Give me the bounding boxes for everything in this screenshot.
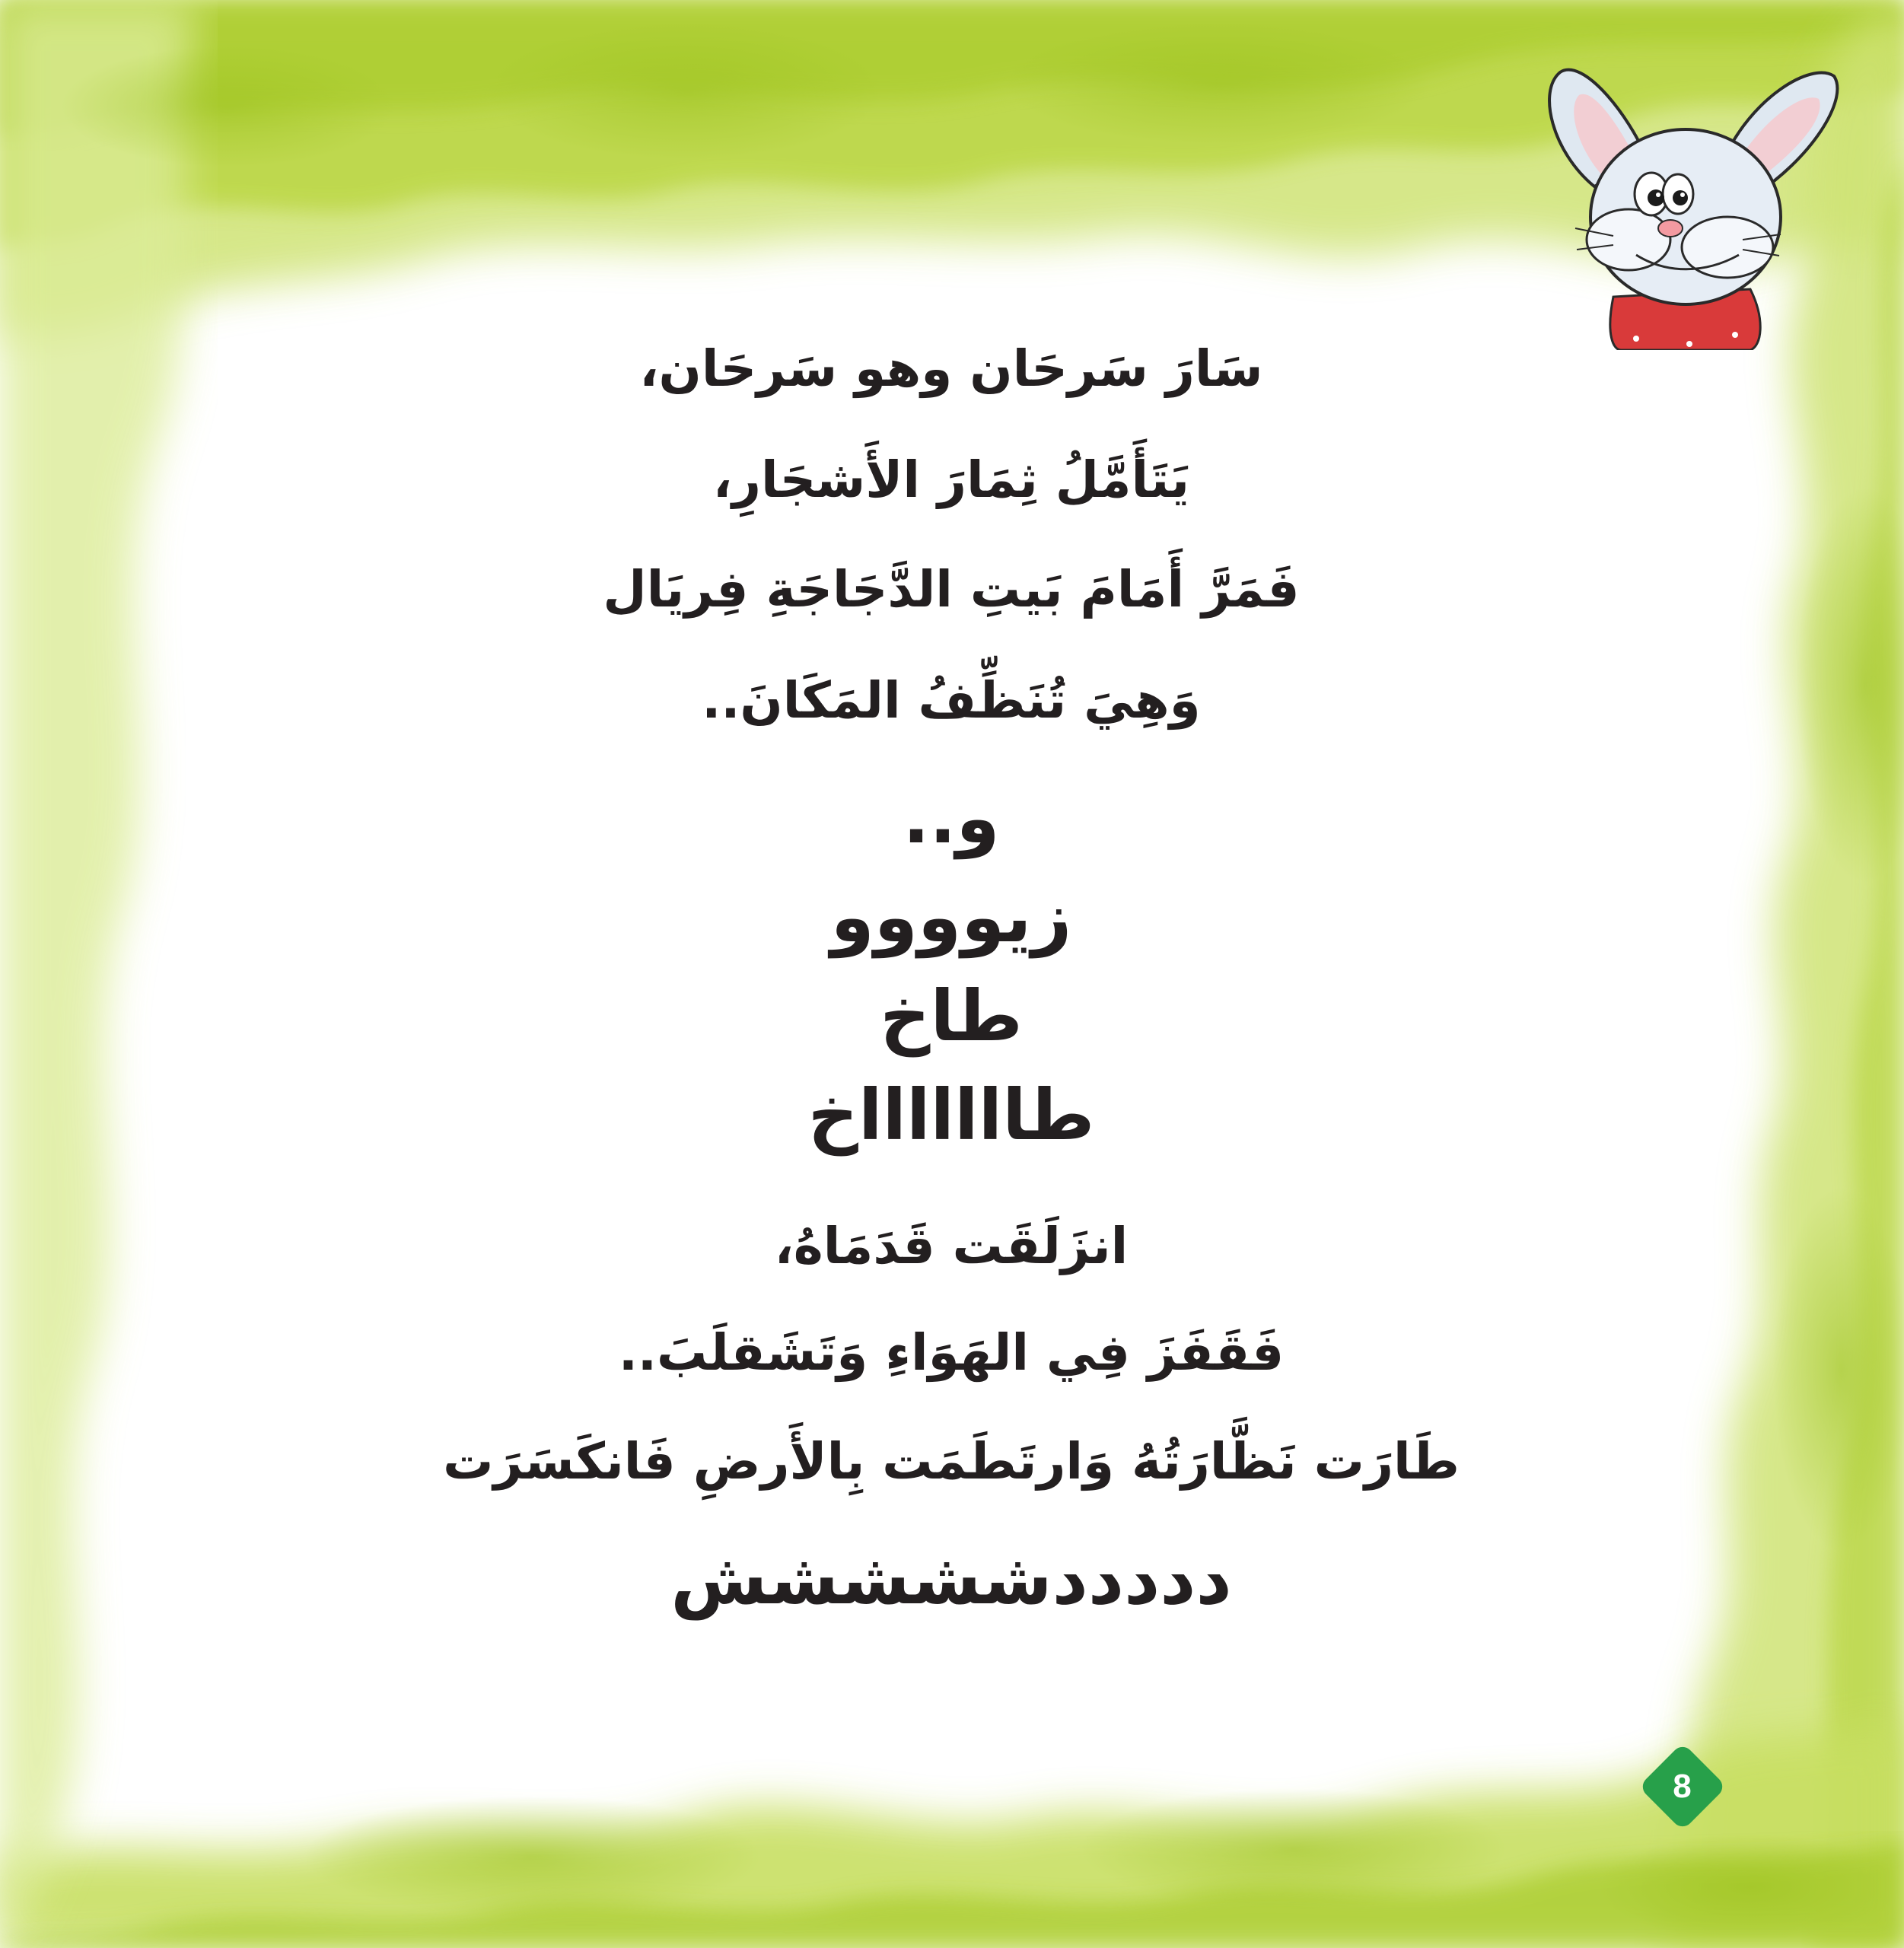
rabbit-character-icon <box>1522 46 1857 350</box>
story-line-4: وَهِيَ تُنَظِّفُ المَكَانَ.. <box>702 671 1201 730</box>
story-line-5: و.. <box>903 778 1000 859</box>
page-number-badge <box>1638 1743 1726 1830</box>
page-number: 8 <box>1673 1768 1692 1805</box>
story-line-3: فَمَرَّ أَمَامَ بَيتِ الدَّجَاجَةِ فِريَال <box>603 560 1300 619</box>
story-line-11: طَارَت نَظَّارَتُهُ وَارتَطَمَت بِالأَرضِ فَانكَسَرَت <box>443 1432 1460 1491</box>
sound-effect-long-bang: طاااااااخ <box>807 1074 1095 1156</box>
story-line-10: فَقَفَزَ فِي الهَوَاءِ وَتَشَقلَبَ.. <box>618 1323 1285 1382</box>
story-line-1: سَارَ سَرحَان وهو سَرحَان، <box>639 339 1263 398</box>
story-line-2: يَتَأَمَّلُ ثِمَارَ الأَشجَارِ، <box>712 450 1190 509</box>
sound-effect-crash: دددددششششش <box>670 1539 1232 1620</box>
story-line-9: انزَلَقَت قَدَمَاهُ، <box>774 1217 1129 1275</box>
sound-effect-zoom: زيوووو <box>830 877 1072 958</box>
sound-effect-bang: طاخ <box>880 976 1023 1057</box>
